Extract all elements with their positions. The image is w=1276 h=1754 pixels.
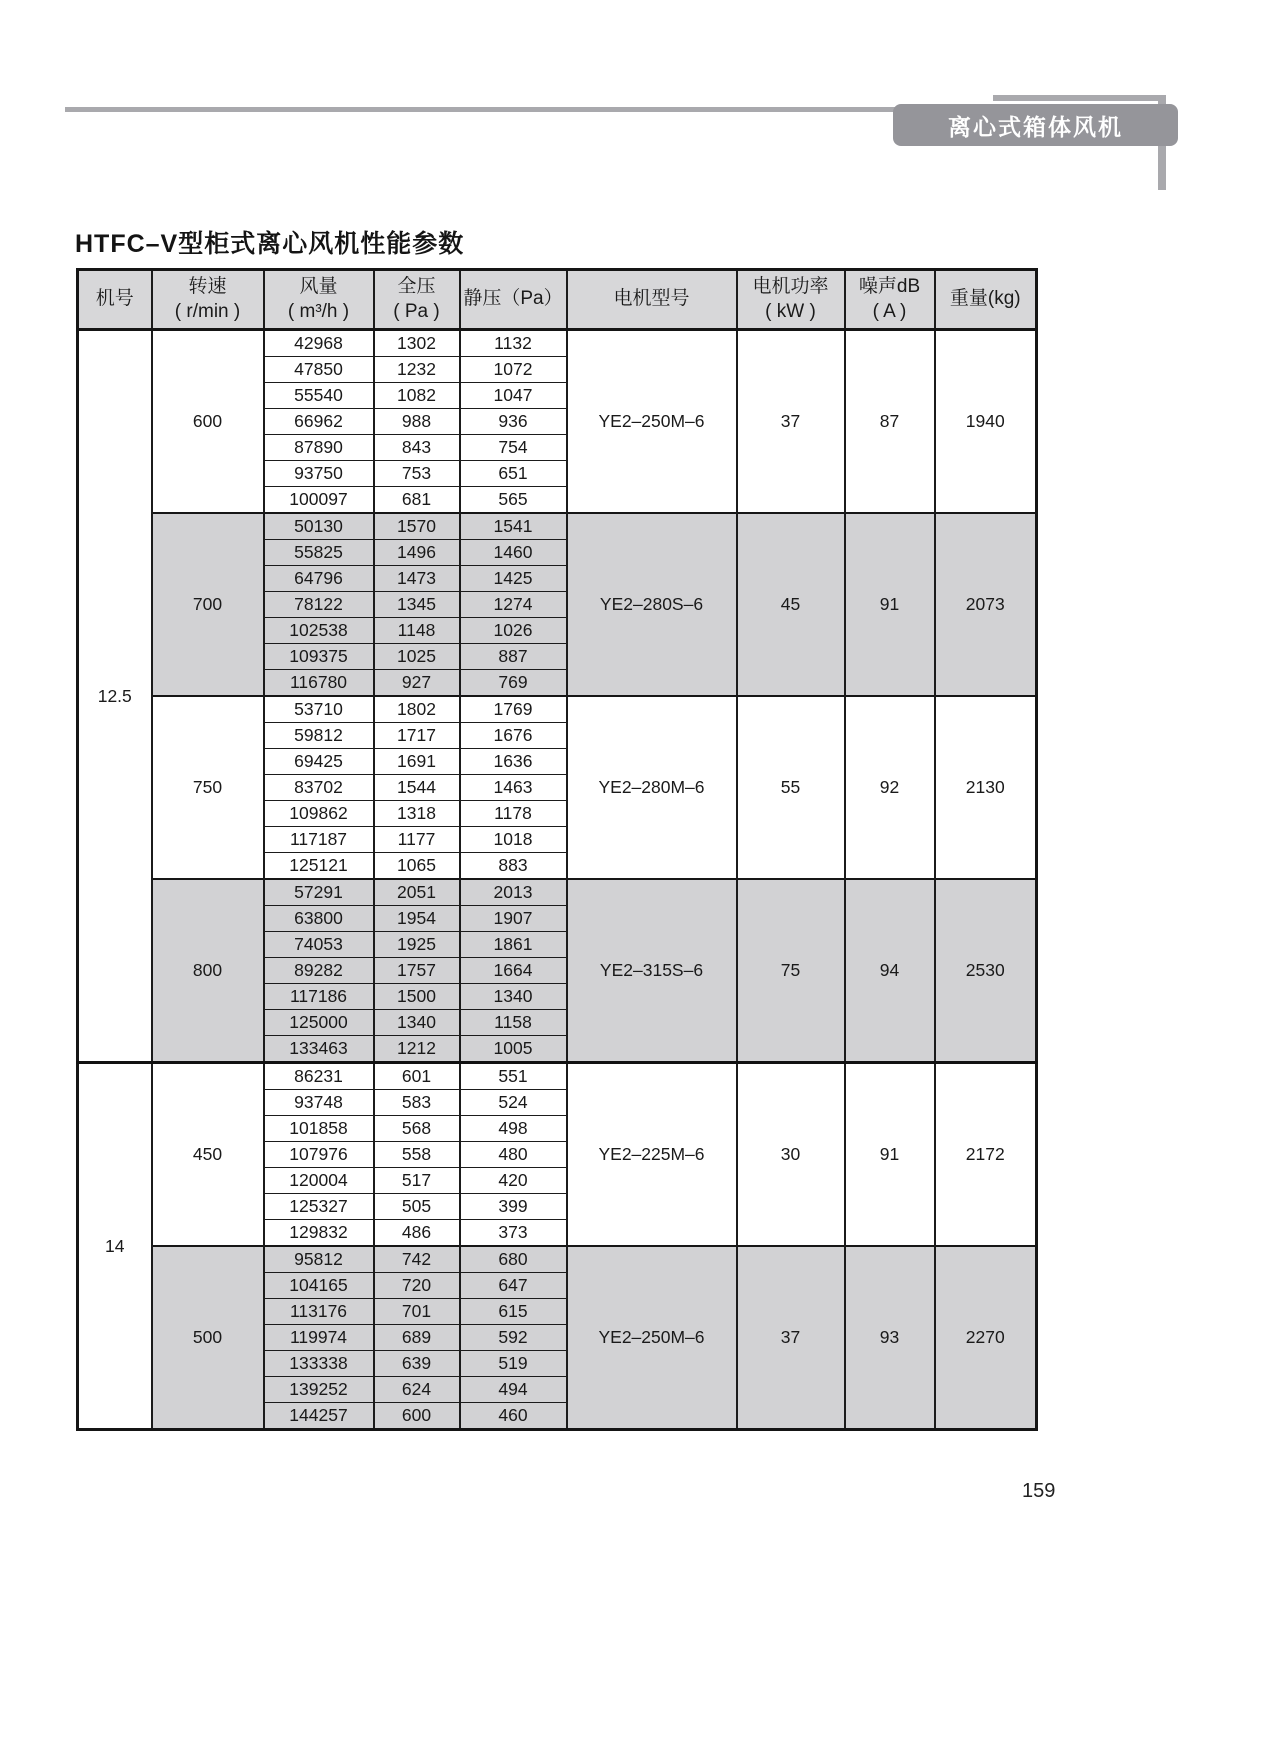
airflow-cell: 57291 xyxy=(264,879,374,906)
total-pressure-cell: 1954 xyxy=(374,906,460,932)
motor-model-cell: YE2–225M–6 xyxy=(567,1063,737,1247)
page-number: 159 xyxy=(1022,1480,1056,1502)
airflow-cell: 133463 xyxy=(264,1036,374,1063)
total-pressure-cell: 505 xyxy=(374,1194,460,1220)
static-pressure-cell: 1005 xyxy=(460,1036,567,1063)
column-header-3: 全压 ( Pa ) xyxy=(374,270,460,330)
motor-model-cell: YE2–280M–6 xyxy=(567,696,737,879)
static-pressure-cell: 2013 xyxy=(460,879,567,906)
static-pressure-cell: 1018 xyxy=(460,827,567,853)
weight-cell: 2073 xyxy=(935,513,1037,696)
total-pressure-cell: 1148 xyxy=(374,618,460,644)
decorative-rule-top-right xyxy=(993,95,1166,101)
noise-cell: 93 xyxy=(845,1246,935,1430)
static-pressure-cell: 883 xyxy=(460,853,567,880)
airflow-cell: 95812 xyxy=(264,1246,374,1273)
static-pressure-cell: 480 xyxy=(460,1142,567,1168)
total-pressure-cell: 1500 xyxy=(374,984,460,1010)
total-pressure-cell: 689 xyxy=(374,1325,460,1351)
total-pressure-cell: 720 xyxy=(374,1273,460,1299)
total-pressure-cell: 1473 xyxy=(374,566,460,592)
total-pressure-cell: 1302 xyxy=(374,330,460,357)
static-pressure-cell: 1072 xyxy=(460,357,567,383)
speed-cell: 500 xyxy=(152,1246,264,1430)
airflow-cell: 120004 xyxy=(264,1168,374,1194)
airflow-cell: 50130 xyxy=(264,513,374,540)
static-pressure-cell: 615 xyxy=(460,1299,567,1325)
airflow-cell: 53710 xyxy=(264,696,374,723)
airflow-cell: 78122 xyxy=(264,592,374,618)
airflow-cell: 64796 xyxy=(264,566,374,592)
speed-cell: 450 xyxy=(152,1063,264,1247)
static-pressure-cell: 494 xyxy=(460,1377,567,1403)
total-pressure-cell: 1496 xyxy=(374,540,460,566)
motor-model-cell: YE2–250M–6 xyxy=(567,1246,737,1430)
airflow-cell: 74053 xyxy=(264,932,374,958)
airflow-cell: 59812 xyxy=(264,723,374,749)
static-pressure-cell: 1158 xyxy=(460,1010,567,1036)
static-pressure-cell: 460 xyxy=(460,1403,567,1430)
motor-power-cell: 55 xyxy=(737,696,845,879)
static-pressure-cell: 1340 xyxy=(460,984,567,1010)
airflow-cell: 125121 xyxy=(264,853,374,880)
total-pressure-cell: 1570 xyxy=(374,513,460,540)
airflow-cell: 109862 xyxy=(264,801,374,827)
static-pressure-cell: 1664 xyxy=(460,958,567,984)
static-pressure-cell: 1425 xyxy=(460,566,567,592)
total-pressure-cell: 701 xyxy=(374,1299,460,1325)
airflow-cell: 116780 xyxy=(264,670,374,697)
column-header-5: 电机型号 xyxy=(567,270,737,330)
static-pressure-cell: 1769 xyxy=(460,696,567,723)
total-pressure-cell: 600 xyxy=(374,1403,460,1430)
static-pressure-cell: 524 xyxy=(460,1090,567,1116)
weight-cell: 2530 xyxy=(935,879,1037,1063)
static-pressure-cell: 936 xyxy=(460,409,567,435)
static-pressure-cell: 373 xyxy=(460,1220,567,1247)
static-pressure-cell: 647 xyxy=(460,1273,567,1299)
airflow-cell: 133338 xyxy=(264,1351,374,1377)
motor-power-cell: 45 xyxy=(737,513,845,696)
total-pressure-cell: 1925 xyxy=(374,932,460,958)
noise-cell: 91 xyxy=(845,513,935,696)
total-pressure-cell: 742 xyxy=(374,1246,460,1273)
total-pressure-cell: 1340 xyxy=(374,1010,460,1036)
table-row xyxy=(78,1246,1037,1273)
speed-cell: 600 xyxy=(152,330,264,514)
static-pressure-cell: 1047 xyxy=(460,383,567,409)
speed-cell: 700 xyxy=(152,513,264,696)
motor-power-cell: 75 xyxy=(737,879,845,1063)
airflow-cell: 93748 xyxy=(264,1090,374,1116)
motor-model-cell: YE2–280S–6 xyxy=(567,513,737,696)
total-pressure-cell: 988 xyxy=(374,409,460,435)
airflow-cell: 100097 xyxy=(264,487,374,514)
motor-model-cell: YE2–315S–6 xyxy=(567,879,737,1063)
column-header-1: 转速 ( r/min ) xyxy=(152,270,264,330)
section-banner-label: 离心式箱体风机 xyxy=(948,113,1123,140)
total-pressure-cell: 558 xyxy=(374,1142,460,1168)
static-pressure-cell: 399 xyxy=(460,1194,567,1220)
static-pressure-cell: 887 xyxy=(460,644,567,670)
total-pressure-cell: 1082 xyxy=(374,383,460,409)
static-pressure-cell: 1460 xyxy=(460,540,567,566)
airflow-cell: 101858 xyxy=(264,1116,374,1142)
airflow-cell: 69425 xyxy=(264,749,374,775)
weight-cell: 2270 xyxy=(935,1246,1037,1430)
static-pressure-cell: 651 xyxy=(460,461,567,487)
static-pressure-cell: 680 xyxy=(460,1246,567,1273)
total-pressure-cell: 1802 xyxy=(374,696,460,723)
speed-cell: 800 xyxy=(152,879,264,1063)
airflow-cell: 125327 xyxy=(264,1194,374,1220)
static-pressure-cell: 1676 xyxy=(460,723,567,749)
total-pressure-cell: 843 xyxy=(374,435,460,461)
noise-cell: 92 xyxy=(845,696,935,879)
noise-cell: 91 xyxy=(845,1063,935,1247)
page-title: HTFC–V型柜式离心风机性能参数 xyxy=(75,230,465,258)
motor-power-cell: 37 xyxy=(737,1246,845,1430)
total-pressure-cell: 601 xyxy=(374,1063,460,1090)
airflow-cell: 87890 xyxy=(264,435,374,461)
motor-power-cell: 37 xyxy=(737,330,845,514)
column-header-7: 噪声dB ( A ) xyxy=(845,270,935,330)
static-pressure-cell: 1026 xyxy=(460,618,567,644)
total-pressure-cell: 1544 xyxy=(374,775,460,801)
total-pressure-cell: 2051 xyxy=(374,879,460,906)
total-pressure-cell: 568 xyxy=(374,1116,460,1142)
airflow-cell: 113176 xyxy=(264,1299,374,1325)
total-pressure-cell: 1345 xyxy=(374,592,460,618)
airflow-cell: 55825 xyxy=(264,540,374,566)
static-pressure-cell: 754 xyxy=(460,435,567,461)
noise-cell: 87 xyxy=(845,330,935,514)
airflow-cell: 47850 xyxy=(264,357,374,383)
table-row xyxy=(78,330,1037,357)
table-row xyxy=(78,1063,1037,1090)
column-header-6: 电机功率 ( kW ) xyxy=(737,270,845,330)
table-body xyxy=(78,330,1037,1430)
static-pressure-cell: 1178 xyxy=(460,801,567,827)
table-header xyxy=(78,270,1037,330)
total-pressure-cell: 1177 xyxy=(374,827,460,853)
total-pressure-cell: 927 xyxy=(374,670,460,697)
static-pressure-cell: 1861 xyxy=(460,932,567,958)
table-row xyxy=(78,513,1037,540)
motor-model-cell: YE2–250M–6 xyxy=(567,330,737,514)
static-pressure-cell: 1132 xyxy=(460,330,567,357)
decorative-rule-left xyxy=(65,107,895,112)
total-pressure-cell: 486 xyxy=(374,1220,460,1247)
airflow-cell: 63800 xyxy=(264,906,374,932)
weight-cell: 2130 xyxy=(935,696,1037,879)
weight-cell: 2172 xyxy=(935,1063,1037,1247)
total-pressure-cell: 1065 xyxy=(374,853,460,880)
table-row xyxy=(78,879,1037,906)
airflow-cell: 125000 xyxy=(264,1010,374,1036)
static-pressure-cell: 420 xyxy=(460,1168,567,1194)
airflow-cell: 107976 xyxy=(264,1142,374,1168)
static-pressure-cell: 1463 xyxy=(460,775,567,801)
total-pressure-cell: 517 xyxy=(374,1168,460,1194)
column-header-4: 静压（Pa） xyxy=(460,270,567,330)
total-pressure-cell: 681 xyxy=(374,487,460,514)
airflow-cell: 109375 xyxy=(264,644,374,670)
airflow-cell: 119974 xyxy=(264,1325,374,1351)
airflow-cell: 117186 xyxy=(264,984,374,1010)
machine-number-cell: 14 xyxy=(78,1063,152,1430)
speed-cell: 750 xyxy=(152,696,264,879)
static-pressure-cell: 1636 xyxy=(460,749,567,775)
total-pressure-cell: 583 xyxy=(374,1090,460,1116)
airflow-cell: 93750 xyxy=(264,461,374,487)
static-pressure-cell: 1274 xyxy=(460,592,567,618)
total-pressure-cell: 1717 xyxy=(374,723,460,749)
static-pressure-cell: 565 xyxy=(460,487,567,514)
airflow-cell: 55540 xyxy=(264,383,374,409)
airflow-cell: 89282 xyxy=(264,958,374,984)
machine-number-cell: 12.5 xyxy=(78,330,152,1063)
total-pressure-cell: 1025 xyxy=(374,644,460,670)
total-pressure-cell: 1232 xyxy=(374,357,460,383)
airflow-cell: 86231 xyxy=(264,1063,374,1090)
total-pressure-cell: 624 xyxy=(374,1377,460,1403)
total-pressure-cell: 1212 xyxy=(374,1036,460,1063)
section-banner xyxy=(893,104,1178,146)
airflow-cell: 144257 xyxy=(264,1403,374,1430)
static-pressure-cell: 592 xyxy=(460,1325,567,1351)
total-pressure-cell: 1318 xyxy=(374,801,460,827)
airflow-cell: 129832 xyxy=(264,1220,374,1247)
motor-power-cell: 30 xyxy=(737,1063,845,1247)
table-header-row xyxy=(78,270,1037,330)
airflow-cell: 117187 xyxy=(264,827,374,853)
noise-cell: 94 xyxy=(845,879,935,1063)
total-pressure-cell: 639 xyxy=(374,1351,460,1377)
table-row xyxy=(78,696,1037,723)
static-pressure-cell: 1907 xyxy=(460,906,567,932)
static-pressure-cell: 1541 xyxy=(460,513,567,540)
column-header-8: 重量(kg) xyxy=(935,270,1037,330)
column-header-2: 风量 ( m³/h ) xyxy=(264,270,374,330)
static-pressure-cell: 769 xyxy=(460,670,567,697)
airflow-cell: 83702 xyxy=(264,775,374,801)
airflow-cell: 102538 xyxy=(264,618,374,644)
column-header-0: 机号 xyxy=(78,270,152,330)
total-pressure-cell: 753 xyxy=(374,461,460,487)
airflow-cell: 139252 xyxy=(264,1377,374,1403)
airflow-cell: 104165 xyxy=(264,1273,374,1299)
total-pressure-cell: 1691 xyxy=(374,749,460,775)
static-pressure-cell: 498 xyxy=(460,1116,567,1142)
static-pressure-cell: 519 xyxy=(460,1351,567,1377)
airflow-cell: 42968 xyxy=(264,330,374,357)
performance-table xyxy=(76,268,1038,1431)
airflow-cell: 66962 xyxy=(264,409,374,435)
static-pressure-cell: 551 xyxy=(460,1063,567,1090)
weight-cell: 1940 xyxy=(935,330,1037,514)
total-pressure-cell: 1757 xyxy=(374,958,460,984)
